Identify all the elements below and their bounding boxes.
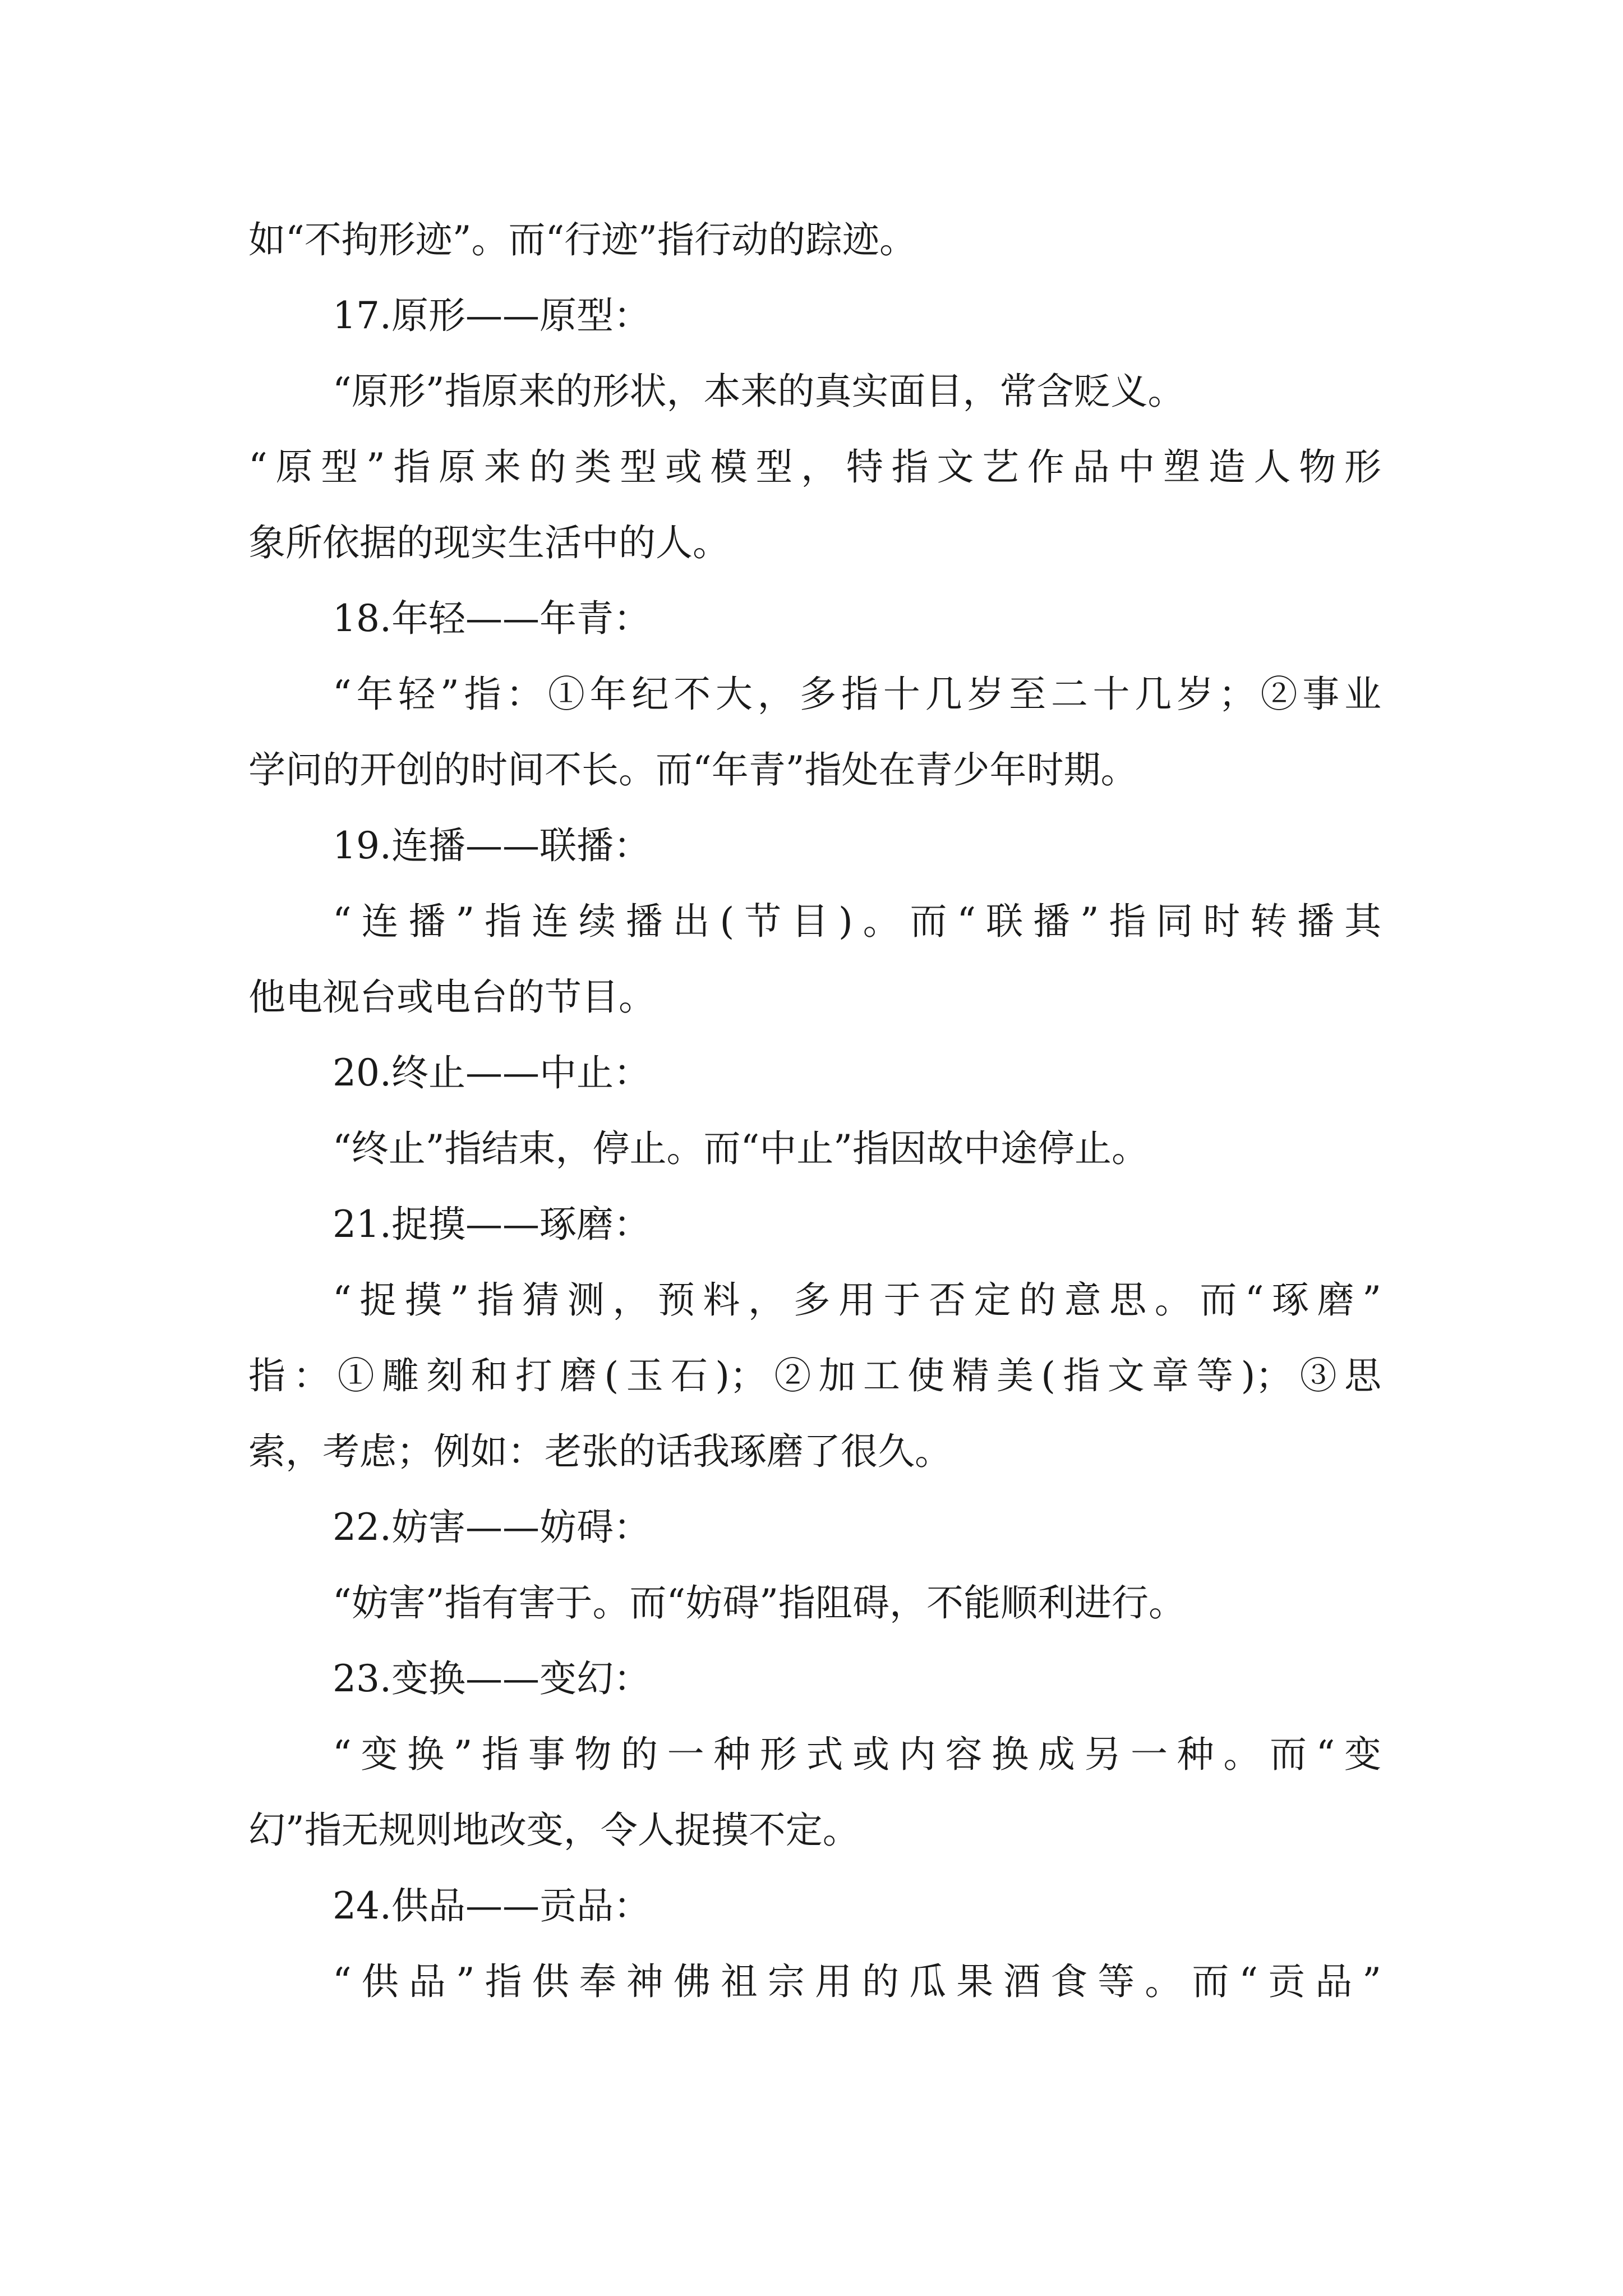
paragraph-line: “年轻”指：①年纪不大，多指十几岁至二十几岁；②事业	[333, 673, 1381, 716]
paragraph-line: “终止”指结束，停止。而“中止”指因故中途停止。	[333, 1127, 1149, 1170]
document-body	[248, 202, 1381, 2019]
paragraph-line: “供品”指供奉神佛祖宗用的瓜果酒食等。而“贡品”	[333, 1960, 1381, 2003]
entry-heading: 20.终止——中止：	[333, 1051, 651, 1094]
paragraph-line: “原型”指原来的类型或模型，特指文艺作品中塑造人物形	[248, 445, 1381, 489]
entry-heading: 17.原形——原型：	[333, 294, 651, 337]
paragraph-line: 学问的开创的时间不长。而“年青”指处在青少年时期。	[248, 748, 1138, 792]
paragraph-line: 他电视台或电台的节目。	[248, 976, 656, 1019]
paragraph-line: “妨害”指有害于。而“妨碍”指阻碍，不能顺利进行。	[333, 1581, 1186, 1625]
entry-heading: 19.连播——联播：	[333, 824, 651, 867]
paragraph-line: “变换”指事物的一种形式或内容换成另一种。而“变	[333, 1733, 1381, 1776]
paragraph-line: 象所依据的现实生活中的人。	[248, 521, 730, 564]
entry-heading: 23.变换——变幻：	[333, 1657, 651, 1700]
entry-heading: 22.妨害——妨碍：	[333, 1506, 651, 1549]
entry-heading: 21.捉摸——琢磨：	[333, 1203, 651, 1246]
paragraph-line: “原形”指原来的形状，本来的真实面目，常含贬义。	[333, 370, 1185, 413]
paragraph-line: 幻”指无规则地改变，令人捉摸不定。	[248, 1809, 860, 1852]
paragraph-line: “捉摸”指猜测，预料，多用于否定的意思。而“琢磨”	[333, 1278, 1381, 1322]
paragraph-line: 索，考虑；例如：老张的话我琢磨了很久。	[248, 1430, 952, 1473]
paragraph-line: 指：①雕刻和打磨(玉石)；②加工使精美(指文章等)；③思	[248, 1354, 1381, 1397]
paragraph-line: 如“不拘形迹”。而“行迹”指行动的踪迹。	[248, 218, 916, 261]
paragraph-line: “连播”指连续播出(节目)。而“联播”指同时转播其	[333, 900, 1381, 943]
entry-heading: 24.供品——贡品：	[333, 1884, 651, 1927]
entry-heading: 18.年轻——年青：	[333, 597, 651, 640]
